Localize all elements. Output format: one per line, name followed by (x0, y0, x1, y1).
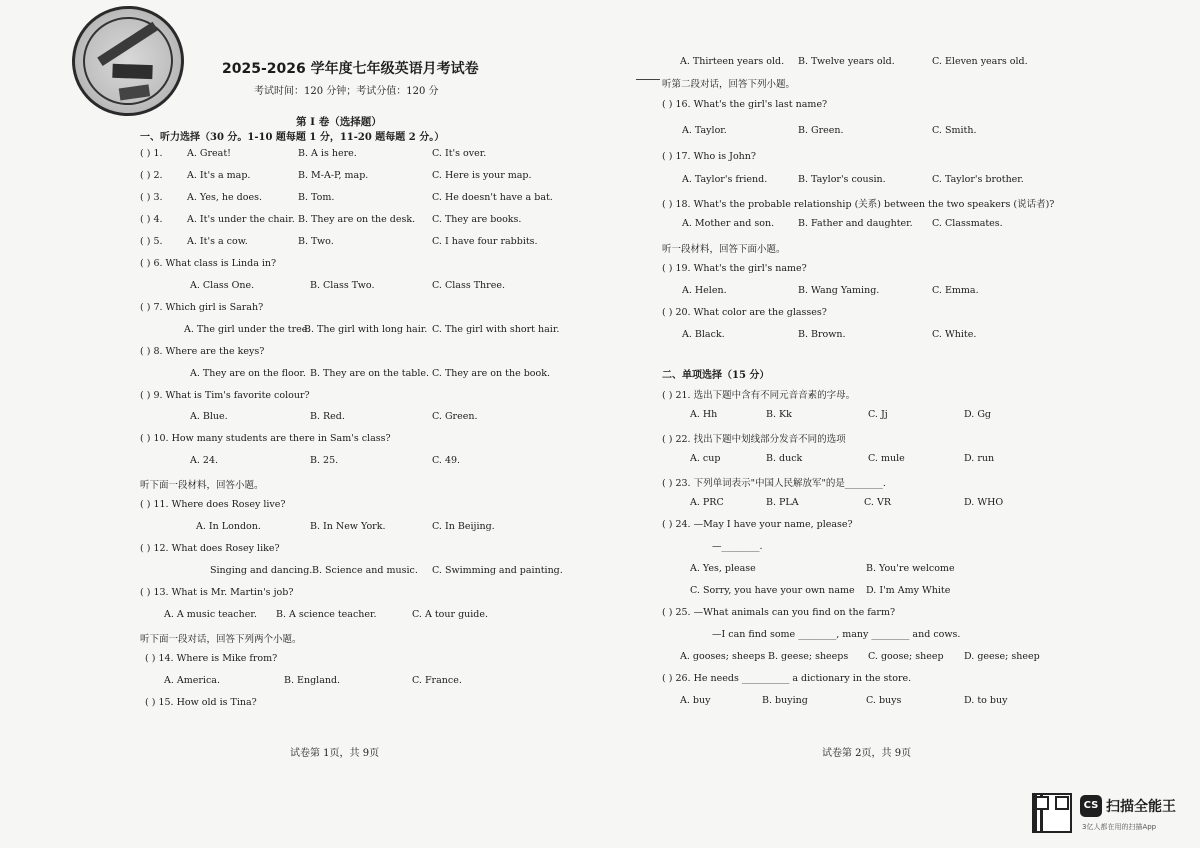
q13-question: ( ) 13. What is Mr. Martin's job? (140, 587, 294, 598)
q17-question: ( ) 17. Who is John? (662, 151, 756, 162)
q18-question: ( ) 18. What's the probable relationship (关系) between the two speakers (说话者)? (662, 199, 1055, 210)
camscanner-name: 扫描全能王 (1106, 799, 1176, 815)
q5-number: ( ) 5. (140, 236, 163, 247)
q5-option-b: B. Two. (298, 236, 334, 247)
q1-option-a: A. Great! (187, 148, 231, 159)
q19-option-c: C. Emma. (932, 285, 979, 296)
q24-option-a: A. Yes, please (690, 563, 756, 574)
q13-option-b: B. A science teacher. (276, 609, 377, 620)
camscanner-tagline: 3亿人都在用的扫描App (1082, 823, 1157, 831)
q14-question: ( ) 14. Where is Mike from? (145, 653, 278, 664)
q15-option-a: A. Thirteen years old. (680, 56, 785, 67)
q12-question: ( ) 12. What does Rosey like? (140, 543, 280, 554)
qr-code-icon (1032, 793, 1072, 833)
q8-option-b: B. They are on the table. (310, 368, 430, 379)
school-seal-stamp (65, 0, 191, 123)
q5-option-a: A. It's a cow. (187, 236, 248, 247)
q19-question: ( ) 19. What's the girl's name? (662, 263, 807, 274)
q24-answer-blank: —________. (712, 541, 763, 552)
q8-option-c: C. They are on the book. (432, 368, 551, 379)
q21-option-d: D. Gg (964, 409, 991, 420)
q6-option-b: B. Class Two. (310, 280, 375, 291)
q20-question: ( ) 20. What color are the glasses? (662, 307, 827, 318)
instruction-listen-3: 听第二段对话，回答下列小题。 (662, 79, 796, 90)
q23-option-d: D. WHO (964, 497, 1004, 508)
q24-option-c: C. Sorry, you have your own name (690, 585, 855, 596)
q19-option-a: A. Helen. (682, 285, 727, 296)
q21-option-b: B. Kk (766, 409, 792, 420)
q10-option-c: C. 49. (432, 455, 461, 466)
q3-option-c: C. He doesn't have a bat. (432, 192, 553, 203)
q16-option-a: A. Taylor. (682, 125, 727, 136)
q3-option-b: B. Tom. (298, 192, 335, 203)
q7-question: ( ) 7. Which girl is Sarah? (140, 302, 264, 313)
q13-option-c: C. A tour guide. (412, 609, 489, 620)
q18-option-b: B. Father and daughter. (798, 218, 913, 229)
q9-option-c: C. Green. (432, 411, 478, 422)
q16-option-c: C. Smith. (932, 125, 977, 136)
page-footer-1: 试卷第 1页，共 9页 (290, 748, 380, 759)
q11-question: ( ) 11. Where does Rosey live? (140, 499, 286, 510)
q10-option-b: B. 25. (310, 455, 339, 466)
q25-option-b: B. geese; sheeps (768, 651, 849, 662)
q12-option-b: B. Science and music. (312, 565, 418, 576)
q16-option-b: B. Green. (798, 125, 844, 136)
margin-dash (636, 79, 660, 80)
q25-option-d: D. geese; sheep (964, 651, 1040, 662)
q10-question: ( ) 10. How many students are there in Sam's class? (140, 433, 391, 444)
q21-option-a: A. Hh (690, 409, 718, 420)
q12-option-c: C. Swimming and painting. (432, 565, 563, 576)
q23-question: ( ) 23. 下列单词表示"中国人民解放军"的是________. (662, 478, 886, 489)
q17-option-c: C. Taylor's brother. (932, 174, 1024, 185)
q25-option-a: A. gooses; sheeps (680, 651, 766, 662)
q10-option-a: A. 24. (190, 455, 219, 466)
q3-number: ( ) 3. (140, 192, 163, 203)
section-listening: 一、听力选择（30 分。1-10 题每题 1 分，11-20 题每题 2 分。） (140, 132, 445, 143)
q6-question: ( ) 6. What class is Linda in? (140, 258, 277, 269)
q11-option-a: A. In London. (196, 521, 261, 532)
q21-question: ( ) 21. 选出下题中含有不同元音音素的字母。 (662, 390, 856, 401)
instruction-listen-2: 听下面一段对话，回答下列两个小题。 (140, 634, 302, 645)
q22-question: ( ) 22. 找出下题中划线部分发音不同的选项 (662, 434, 846, 445)
q1-number: ( ) 1. (140, 148, 163, 159)
q20-option-b: B. Brown. (798, 329, 846, 340)
q1-option-b: B. A is here. (298, 148, 357, 159)
q2-option-a: A. It's a map. (187, 170, 251, 181)
q19-option-b: B. Wang Yaming. (798, 285, 880, 296)
q26-option-c: C. buys (866, 695, 902, 706)
q7-option-c: C. The girl with short hair. (432, 324, 560, 335)
q16-question: ( ) 16. What's the girl's last name? (662, 99, 828, 110)
q25-answer-line: —I can find some ________, many ________ and cows. (712, 629, 961, 640)
q15-option-c: C. Eleven years old. (932, 56, 1028, 67)
q23-option-a: A. PRC (690, 497, 724, 508)
q2-option-b: B. M-A-P, map. (298, 170, 369, 181)
q9-option-b: B. Red. (310, 411, 345, 422)
q18-option-a: A. Mother and son. (682, 218, 775, 229)
q11-option-c: C. In Beijing. (432, 521, 495, 532)
q25-option-c: C. goose; sheep (868, 651, 944, 662)
page-footer-2: 试卷第 2页，共 9页 (822, 748, 912, 759)
q8-question: ( ) 8. Where are the keys? (140, 346, 265, 357)
q4-option-b: B. They are on the desk. (298, 214, 416, 225)
q26-option-a: A. buy (680, 695, 711, 706)
q22-option-b: B. duck (766, 453, 803, 464)
q12-option-a: Singing and dancing. (210, 565, 313, 576)
q7-option-b: B. The girl with long hair. (304, 324, 428, 335)
q23-option-b: B. PLA (766, 497, 799, 508)
q14-option-a: A. America. (164, 675, 220, 686)
q24-option-b: B. You're welcome (866, 563, 955, 574)
section-single-choice: 二、单项选择（15 分） (662, 370, 770, 381)
exam-subtitle: 考试时间：120 分钟；考试分值：120 分 (254, 86, 439, 97)
q26-option-b: B. buying (762, 695, 808, 706)
part-title: 第 I 卷（选择题） (296, 116, 382, 128)
instruction-listen-1: 听下面一段材料，回答小题。 (140, 480, 264, 491)
q23-option-c: C. VR (864, 497, 891, 508)
q25-question: ( ) 25. —What animals can you find on the farm? (662, 607, 896, 618)
q22-option-a: A. cup (690, 453, 721, 464)
q3-option-a: A. Yes, he does. (187, 192, 262, 203)
q5-option-c: C. I have four rabbits. (432, 236, 538, 247)
q7-option-a: A. The girl under the tree. (184, 324, 311, 335)
q17-option-a: A. Taylor's friend. (682, 174, 768, 185)
q24-question: ( ) 24. —May I have your name, please? (662, 519, 853, 530)
q24-option-d: D. I'm Amy White (866, 585, 951, 596)
q14-option-c: C. France. (412, 675, 462, 686)
q15-question: ( ) 15. How old is Tina? (145, 697, 257, 708)
q14-option-b: B. England. (284, 675, 341, 686)
q2-number: ( ) 2. (140, 170, 163, 181)
q11-option-b: B. In New York. (310, 521, 386, 532)
camscanner-logo-icon: CS (1080, 795, 1102, 817)
q4-option-c: C. They are books. (432, 214, 522, 225)
q18-option-c: C. Classmates. (932, 218, 1003, 229)
q15-option-b: B. Twelve years old. (798, 56, 895, 67)
q4-number: ( ) 4. (140, 214, 163, 225)
q6-option-a: A. Class One. (190, 280, 255, 291)
q22-option-c: C. mule (868, 453, 905, 464)
q2-option-c: C. Here is your map. (432, 170, 532, 181)
q9-question: ( ) 9. What is Tim's favorite colour? (140, 390, 310, 401)
exam-title: 2025-2026 学年度七年级英语月考试卷 (222, 61, 479, 77)
q1-option-c: C. It's over. (432, 148, 487, 159)
q8-option-a: A. They are on the floor. (190, 368, 306, 379)
q9-option-a: A. Blue. (190, 411, 228, 422)
q22-option-d: D. run (964, 453, 995, 464)
q20-option-a: A. Black. (682, 329, 725, 340)
q26-option-d: D. to buy (964, 695, 1008, 706)
q6-option-c: C. Class Three. (432, 280, 505, 291)
q26-question: ( ) 26. He needs __________ a dictionary in the store. (662, 673, 912, 684)
q17-option-b: B. Taylor's cousin. (798, 174, 886, 185)
q4-option-a: A. It's under the chair. (187, 214, 295, 225)
q13-option-a: A. A music teacher. (164, 609, 257, 620)
instruction-listen-4: 听一段材料，回答下面小题。 (662, 244, 786, 255)
q20-option-c: C. White. (932, 329, 977, 340)
q21-option-c: C. Jj (868, 409, 888, 420)
